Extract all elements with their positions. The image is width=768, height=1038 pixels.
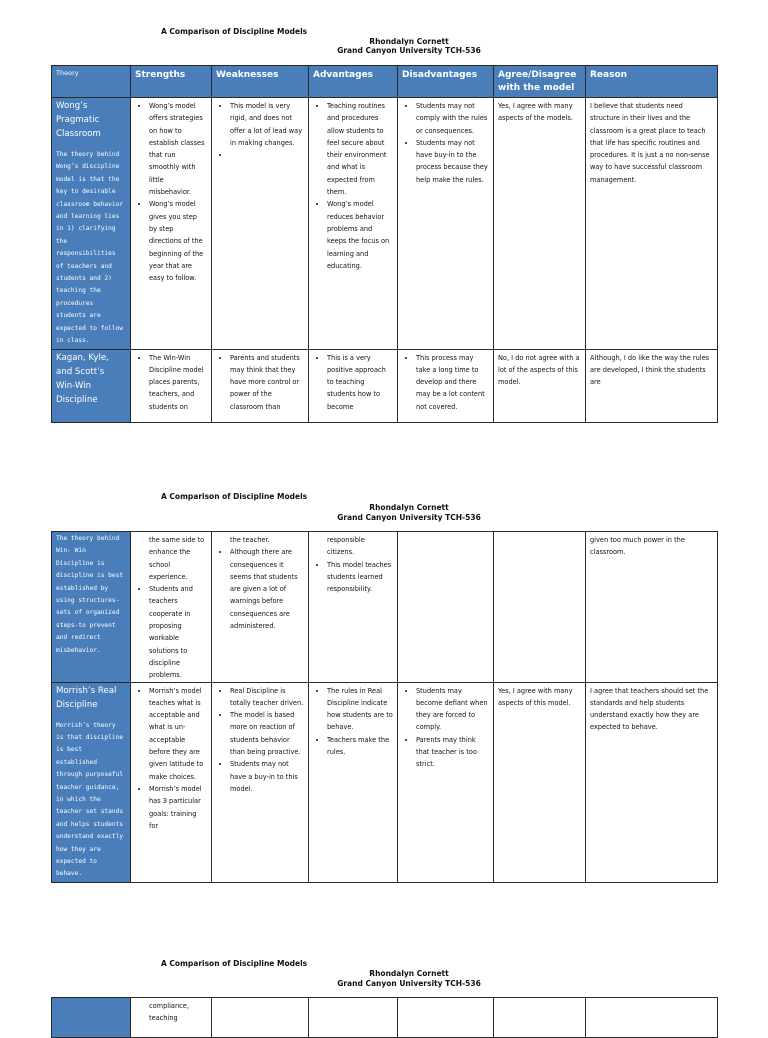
reason-cell-kagan-cont: given too much power in the classroom. bbox=[586, 532, 718, 683]
disadvantages-cell-morrish bbox=[398, 682, 494, 882]
list-item: • Students may not comply with the rules or consequences. bbox=[416, 100, 489, 137]
list-item: • Students may not have a buy-in to this model. bbox=[230, 758, 304, 795]
weaknesses-cell-morrish-cont bbox=[212, 998, 309, 1038]
agree-cell-kagan-cont bbox=[494, 532, 586, 683]
text-continued: responsible citizens. bbox=[327, 536, 365, 557]
list-item: • Students and teachers cooperate in proposing workable solutions to discipline problems. bbox=[149, 583, 207, 681]
reason-cell-morrish-cont bbox=[586, 998, 718, 1038]
list-item: • The Win-Win Discipline model places parents, teachers, and students on bbox=[149, 352, 207, 413]
page-1 bbox=[0, 0, 768, 420]
header-weaknesses: Weaknesses bbox=[212, 66, 309, 98]
disadvantages-cell-kagan bbox=[398, 349, 494, 422]
doc-author: Rhondalyn Cornett bbox=[369, 37, 449, 46]
weaknesses-cell-morrish bbox=[212, 682, 309, 882]
reason-cell-wong: I believe that students need structure in their lives and the classroom is a great place to teach that life has specific routines and procedures. It is just a no non-sense way to have successful classroom management. bbox=[586, 98, 718, 350]
agree-cell-kagan: No, I do not agree with a lot of the aspects of this model. bbox=[494, 349, 586, 422]
list-item: • Wong’s model offers strategies on how to establish classes that run smoothly with little misbehavior. bbox=[149, 100, 207, 198]
theory-cell-morrish bbox=[52, 682, 131, 882]
list-item: • Students may become defiant when they are forced to comply. bbox=[416, 685, 489, 734]
comparison-table-page-3 bbox=[51, 997, 718, 1038]
weaknesses-cell-wong bbox=[212, 98, 309, 350]
disadvantages-cell-wong bbox=[398, 98, 494, 350]
strengths-cell-wong bbox=[131, 98, 212, 350]
weaknesses-cell-kagan bbox=[212, 349, 309, 422]
doc-course: Grand Canyon University TCH-536 bbox=[337, 46, 481, 55]
list-item: • Parents and students may think that they have more control or power of the classroom than bbox=[230, 352, 304, 413]
text-continued: the same side to enhance the school experience. bbox=[149, 536, 205, 581]
agree-cell-morrish-cont bbox=[494, 998, 586, 1038]
reason-cell-kagan: Although, I do like the way the rules are developed, I think the students are bbox=[586, 349, 718, 422]
list-item bbox=[230, 149, 304, 161]
list-item: • Although there are consequences it seems that students are given a lot of warnings before consequences are administered. bbox=[230, 546, 304, 632]
strengths-cell-morrish-cont bbox=[131, 998, 212, 1038]
theory-cell-morrish-cont bbox=[52, 998, 131, 1038]
list-item: • Real Discipline is totally teacher driven. bbox=[230, 685, 304, 710]
header-disadvantages: Disadvantages bbox=[398, 66, 494, 98]
doc-title: A Comparison of Discipline Models bbox=[161, 492, 308, 501]
header-advantages: Advantages bbox=[309, 66, 398, 98]
list-item: • Teaching routines and procedures allow students to feel secure about their environment and what is expected from them. bbox=[327, 100, 393, 198]
header-strengths: Strengths bbox=[131, 66, 212, 98]
advantages-cell-kagan-cont bbox=[309, 532, 398, 683]
theory-name-wong: Wong’s Pragmatic Classroom bbox=[56, 101, 101, 139]
comparison-table-page-1 bbox=[51, 65, 718, 423]
agree-cell-wong: Yes, I agree with many aspects of the models. bbox=[494, 98, 586, 350]
header-theory: Theory bbox=[52, 66, 131, 98]
list-item: • Teachers make the rules. bbox=[327, 734, 393, 759]
theory-desc-wong: The theory behind Wong’s discipline model is that the key to desirable classroom behavior and learning lies in 1) clarifying the responsibilities of teachers and students and 2) teaching the procedures students are expected to follow in class. bbox=[56, 151, 124, 345]
comparison-table-page-2 bbox=[51, 531, 718, 883]
doc-title: A Comparison of Discipline Models bbox=[161, 27, 308, 36]
agree-cell-morrish: Yes, I agree with many aspects of this model. bbox=[494, 682, 586, 882]
list-item: • This model teaches students learned responsibility. bbox=[327, 559, 393, 596]
theory-desc-morrish: Morrish’s theory is that discipline is best established through purposeful teacher guidance, in which the teacher set stands and helps students understand exactly how they are expected to behave. bbox=[56, 721, 124, 878]
theory-name-morrish: Morrish’s Real Discipline bbox=[56, 685, 117, 710]
doc-course: Grand Canyon University TCH-536 bbox=[337, 979, 481, 988]
list-item: • This model is very rigid, and does not offer a lot of lead way in making changes. bbox=[230, 100, 304, 149]
list-item: • This process may take a long time to develop and there may be a lot content not covered. bbox=[416, 352, 489, 413]
doc-course: Grand Canyon University TCH-536 bbox=[337, 513, 481, 522]
list-item: • Wong’s model gives you step by step directions of the beginning of the year that are easy to follow. bbox=[149, 198, 207, 284]
reason-cell-morrish: I agree that teachers should set the standards and help students understand exactly how they are expected to behave. bbox=[586, 682, 718, 882]
list-item: • Morrish’s model has 3 particular goals: training for bbox=[149, 783, 207, 832]
advantages-cell-morrish-cont bbox=[309, 998, 398, 1038]
list-item: • Wong’s model reduces behavior problems and keeps the focus on learning and educating. bbox=[327, 198, 393, 272]
text-continued: compliance, teaching bbox=[149, 1002, 189, 1023]
list-item: • The rules in Real Discipline indicate how students are to behave. bbox=[327, 685, 393, 734]
text-continued: the teacher. bbox=[230, 536, 270, 544]
disadvantages-cell-kagan-cont bbox=[398, 532, 494, 683]
header-reason: Reason bbox=[586, 66, 718, 98]
strengths-cell-kagan bbox=[131, 349, 212, 422]
advantages-cell-morrish bbox=[309, 682, 398, 882]
advantages-cell-kagan bbox=[309, 349, 398, 422]
theory-cell-kagan bbox=[52, 349, 131, 422]
theory-cell-kagan-cont: The theory behind Win- Win Discipline is discipline is best established by using structures-sets of organized steps-to prevent and redirect misbehavior. bbox=[52, 532, 131, 683]
doc-author: Rhondalyn Cornett bbox=[369, 503, 449, 512]
header-agree-disagree: Agree/Disagree with the model bbox=[494, 66, 586, 98]
list-item: • Parents may think that teacher is too strict. bbox=[416, 734, 489, 771]
weaknesses-cell-kagan-cont bbox=[212, 532, 309, 683]
list-item: • Morrish’s model teaches what is acceptable and what is un-acceptable before they are given latitude to make choices. bbox=[149, 685, 207, 783]
advantages-cell-wong bbox=[309, 98, 398, 350]
list-item: • The model is based more on reaction of students behavior than being proactive. bbox=[230, 709, 304, 758]
theory-cell-wong bbox=[52, 98, 131, 350]
doc-author: Rhondalyn Cornett bbox=[369, 969, 449, 978]
list-item: • Students may not have buy-in to the process because they help make the rules. bbox=[416, 137, 489, 186]
strengths-cell-morrish bbox=[131, 682, 212, 882]
list-item: • This is a very positive approach to teaching students how to become bbox=[327, 352, 393, 413]
disadvantages-cell-morrish-cont bbox=[398, 998, 494, 1038]
theory-name-kagan: Kagan, Kyle, and Scott’s Win-Win Discipline bbox=[56, 352, 109, 405]
doc-title: A Comparison of Discipline Models bbox=[161, 959, 308, 968]
strengths-cell-kagan-cont bbox=[131, 532, 212, 683]
